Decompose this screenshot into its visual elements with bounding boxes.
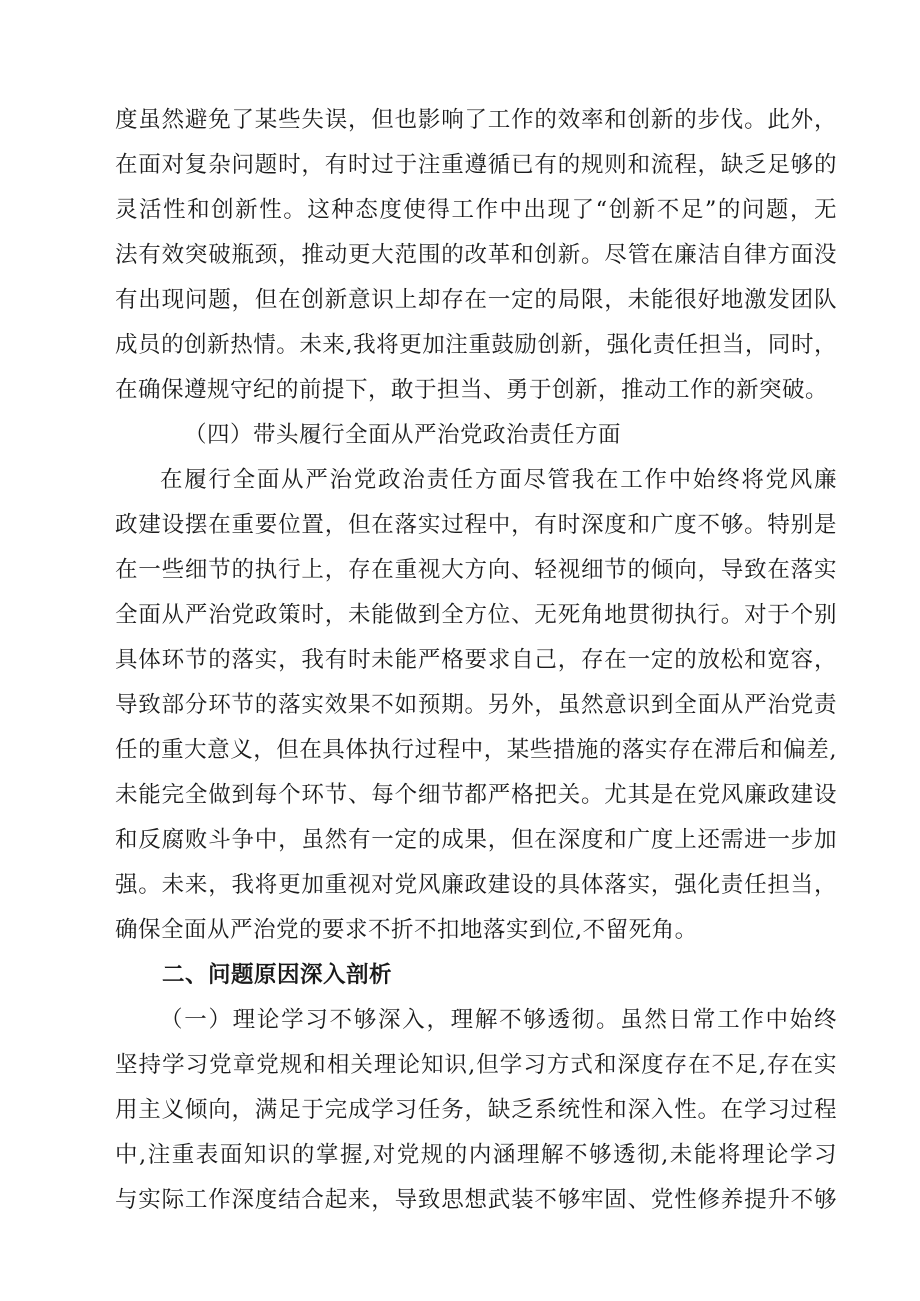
paragraph-line: 确保全面从严治党的要求不折不扣地落实到位,不留死角。 — [115, 917, 698, 943]
paragraph-line: 在履行全面从严治党政治责任方面尽管我在工作中始终将党风廉 — [160, 467, 837, 493]
paragraph-line: 全面从严治党政策时，未能做到全方位、无死角地贯彻执行。对于个别 — [115, 602, 837, 628]
paragraph-line: 政建设摆在重要位置，但在落实过程中，有时深度和广度不够。特别是 — [115, 512, 837, 538]
paragraph-line: 度虽然避免了某些失误，但也影响了工作的效率和创新的步伐。此外， — [115, 107, 837, 133]
section-subheading: （四）带头履行全面从严治党政治责任方面 — [184, 422, 622, 448]
section-heading: 二、问题原因深入剖析 — [162, 962, 393, 988]
paragraph-line: 在确保遵规守纪的前提下，敢于担当、勇于创新，推动工作的新突破。 — [115, 377, 829, 403]
paragraph-line: （一）理论学习不够深入，理解不够透彻。虽然日常工作中始终 — [160, 1007, 837, 1033]
paragraph-line: 和反腐败斗争中，虽然有一定的成果，但在深度和广度上还需进一步加 — [115, 827, 837, 853]
paragraph-line: 中,注重表面知识的掌握,对党规的内涵理解不够透彻,未能将理论学习 — [115, 1142, 837, 1168]
paragraph-line: 在面对复杂问题时，有时过于注重遵循已有的规则和流程，缺乏足够的 — [115, 152, 837, 178]
paragraph-line: 在一些细节的执行上，存在重视大方向、轻视细节的倾向，导致在落实 — [115, 557, 837, 583]
paragraph-line: 灵活性和创新性。这种态度使得工作中出现了“创新不足”的问题，无 — [115, 197, 837, 223]
paragraph-line: 用主义倾向，满足于完成学习任务，缺乏系统性和深入性。在学习过程 — [115, 1097, 837, 1123]
paragraph-line: 具体环节的落实，我有时未能严格要求自己，存在一定的放松和宽容， — [115, 647, 837, 673]
paragraph-line: 与实际工作深度结合起来，导致思想武装不够牢固、党性修养提升不够 — [115, 1187, 837, 1213]
paragraph-line: 有出现问题，但在创新意识上却存在一定的局限，未能很好地激发团队 — [115, 287, 837, 313]
paragraph-line: 强。未来，我将更加重视对党风廉政建设的具体落实，强化责任担当， — [115, 872, 837, 898]
paragraph-line: 坚持学习党章党规和相关理论知识,但学习方式和深度存在不足,存在实 — [115, 1052, 837, 1078]
paragraph-line: 法有效突破瓶颈，推动更大范围的改革和创新。尽管在廉洁自律方面没 — [115, 242, 837, 268]
paragraph-line: 导致部分环节的落实效果不如预期。另外，虽然意识到全面从严治党责 — [115, 692, 837, 718]
paragraph-line: 任的重大意义，但在具体执行过程中，某些措施的落实存在滞后和偏差, — [115, 737, 837, 763]
paragraph-line: 未能完全做到每个环节、每个细节都严格把关。尤其是在党风廉政建设 — [115, 782, 837, 808]
paragraph-line: 成员的创新热情。未来,我将更加注重鼓励创新，强化责任担当，同时， — [115, 332, 837, 358]
